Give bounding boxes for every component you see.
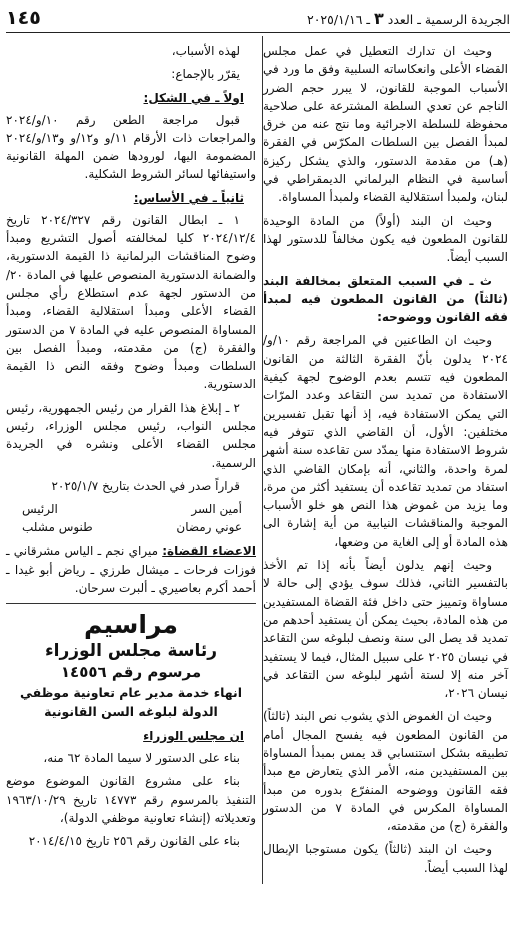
merits-item-1: ١ ـ ابطال القانون رقم ٢٠٢٤/٣٢٧ تاريخ ٢٠٢٤/١٢/٤ كليا لمخالفته أصول التشريع ومبدأ وضوح المناقشات البرلمانية ذا القيمة الدستورية، والضمانة الدستورية المنصوص عليها في المادة ٢٠/ من الدستور لجهة عدم استطلاع رأي مجلس القضاء الأعلى ومبدأ استقلالية القضاء، ومبدأ المساواة المنصوص عليه في المادة ٧ من الدستور والفقرة (ج) من مقدمته، ومبدأ الفصل بين السلطات ومبدأ وضوح وفقه النص ذا القيمة الدستورية.	[6, 212, 256, 392]
secretary-title: أمين السر	[191, 502, 242, 517]
paragraph: وحيث ان البند (ثالثاً) يكون مستوجبا الإبطال لهذا السبب أيضاً.	[263, 842, 508, 875]
paragraph: وحيث ان تدارك التعطيل في عمل مجلس القضاء الأعلى وانعكاساته السلبية وفق ما ورد في الأسباب الموجبة للقانون، لا يبرر حجم الضرر الناجم عن تعدي السلطة المشترعة على صلاحية محفوظة للسلطة الاجرائية وما نتج عنه من خرق لمبدأ الفصل بين السلطات المكرّس في الفقرة (هـ) من مقدمة الدستور، والذي يشكل ركيزة أساسية في النظام البرلماني الديمقراطي في لبنان، ولمبدأ استقلالية القضاء ولمبدأ المساواة.	[263, 44, 508, 205]
page-header	[6, 4, 510, 33]
secretary-name: عوني رمضان	[176, 520, 242, 535]
merits-item-2: ٢ ـ إبلاغ هذا القرار من رئيس الجمهورية، رئيس مجلس النواب، رئيس مجلس الوزراء، رئيس مجلس القضاء الأعلى ونشره في الجريدة الرسمية.	[6, 400, 256, 470]
form-heading: اولاً ـ في الشكل:	[143, 90, 244, 105]
section-heading: ث ـ في السبب المتعلق بمخالفة البند (ثالثاً) من القانون المطعون فيه لمبدأ فقه القانون ووضوحه:	[263, 273, 508, 325]
header-title: الجريدة الرسمية ـ العدد	[387, 11, 510, 27]
decrees-title: مراسيم	[84, 610, 178, 640]
header-title-group	[307, 9, 510, 28]
presidency-title: رئاسة مجلس الوزراء	[44, 641, 218, 662]
issued-line: قراراً صدر في الحدث بتاريخ ٢٠٢٥/١/٧	[51, 478, 240, 493]
paragraph: وحيث ان البند (أولاً) من المادة الوحيدة للقانون المطعون فيه يكون مخالفاً للدستور لهذا السبب أيضاً.	[263, 213, 508, 265]
issue-number: ٣	[374, 8, 384, 28]
paragraph: وحيث إنهم يدلون أيضاً بأنه إذا تم الأخذ بالتفسير الثاني، فذلك سوف يؤدي إلى حالة لا مساواة وتمييز حتى داخل فئة القضاة المستفيدين من هذه المادة، بحيث يمكن أن يستفيد أحدهم من تمديد قد يصل الى سنة ونصف لبلوغه سن التقاعد في نيسان ٢٠٢٥ على سبيل المثال، فيما لا يستفيد آخر منه إلا لستة أشهر لبلوغه سن التقاعد في نيسان ٢٠٢٦،	[263, 558, 508, 701]
members-list: ميراي نجم ـ الياس مشرقاني ـ فوزات فرحات ـ ميشال طرزي ـ رياض أبو غيدا ـ أحمد أكرم بعاصيري ـ ألبرت سرحان.	[6, 544, 256, 595]
members-label: الاعضاء القضاة:	[162, 544, 256, 559]
decides-line: يقرّر بالإجماع:	[171, 67, 240, 82]
signature-row-titles	[6, 500, 256, 518]
decree-number: مرسوم رقم ١٤٥٥٦	[60, 663, 202, 682]
president-title: الرئيس	[22, 502, 58, 517]
based-on-2: بناء على مشروع القانون الموضوع موضع التنفيذ بالمرسوم رقم ١٤٧٧٣ تاريخ ١٩٦٣/١٠/٢٩ وتعديلاته (إنشاء تعاونية موظفي الدولة)،	[6, 774, 256, 826]
based-on-1: بناء على الدستور لا سيما المادة ٦٢ منه،	[43, 751, 240, 766]
members-paragraph	[6, 542, 256, 597]
page-number: ١٤٥	[6, 7, 41, 29]
paragraph: وحيث ان الغموض الذي يشوب نص البند (ثالثاً) من القانون المطعون فيه يفسح المجال أمام تطبيقه بشكل استنسابي قد يمس بمبدأ المساواة بين المستفيدين منه، الأمر الذي يتعارض مع مبدأ فقه القانون ووضوحه المنفرّع بدوره من مبدأ المساواة المكرس في المادة ٧ من الدستور والفقرة (ج) من مقدمته،	[263, 709, 508, 834]
right-column	[263, 42, 508, 882]
form-text: قبول مراجعة الطعن رقم ١٠/و/٢٠٢٤ والمراجعات ذات الأرقام ١١/و و١٢/و و١٣/و/٢٠٢٤ المضمومة اليها، لورودها ضمن المهلة القانونية واستيفائها لسائر الشروط الشكلية.	[6, 112, 256, 182]
paragraph: وحيث ان الطاعنين في المراجعة رقم ١٠/و/٢٠٢٤ يدلون بأنّ الفقرة الثالثة من القانون المطعون فيه تتسم بعدم الوضوح لجهة كيفية الاستفادة من تمديد سن التقاعد وعدد المرّات التي يمكن الاستفادة فيه، إذ أنها تقبل تفسيرين مختلفين: الأول، أن القاضي الذي تتوفر فيه شروط الاستفادة منها يمدّد سن تقاعده سنة أشهر لمرة واحدة، والثاني، أنه بإمكان القاضي الذي استفاد من تمديد تقاعده أن يستفيد أكثر من مرة، وما يزيد من غموض هذا النص هو خلو الأسباب الموجبة والمناقشات النيابية من أية إشارة الى هذه المادة أو إلى الغاية من وضعها،	[263, 333, 508, 549]
left-column	[6, 42, 256, 856]
merits-heading: ثانياً ـ في الأساس:	[133, 190, 244, 205]
reasons-line: لهذه الأسباب،	[171, 44, 240, 58]
president-name: طنوس مشلب	[22, 520, 93, 535]
decree-caption: انهاء خدمة مدير عام تعاونية موظفي الدولة لبلوغه السن القانونية	[19, 685, 243, 720]
issue-date: ـ ٢٠٢٥/١/١٦	[306, 11, 371, 27]
council-heading: ان مجلس الوزراء	[143, 729, 244, 744]
based-on-3: بناء على القانون رقم ٢٥٦ تاريخ ٢٠١٤/٤/١٥	[28, 834, 240, 849]
signature-row-names	[6, 518, 256, 536]
section-divider	[6, 603, 256, 604]
